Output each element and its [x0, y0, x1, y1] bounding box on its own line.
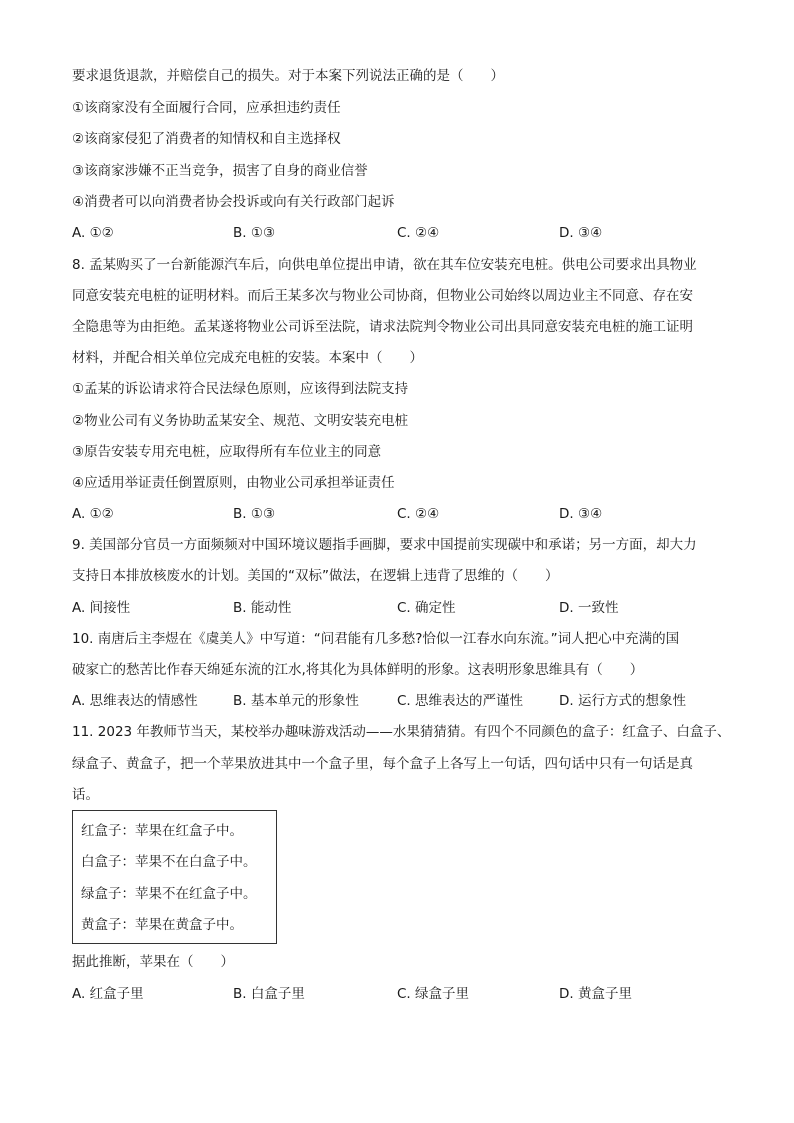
q9-stem-line-1: 9. 美国部分官员一方面频频对中国环境议题指手画脚，要求中国提前实现碳中和承诺；另一方面，却大力 [72, 537, 697, 553]
q10-option-d: D. 运行方式的想象性 [559, 693, 686, 709]
q8-statement-1: ①孟某的诉讼请求符合民法绿色原则，应该得到法院支持 [72, 381, 409, 397]
q8-stem-line-3: 全隐患等为由拒绝。孟某遂将物业公司诉至法院，请求法院判令物业公司出具同意安装充电桩的施工证明 [72, 319, 693, 335]
q7-statement-3: ③该商家涉嫌不正当竞争，损害了自身的商业信誉 [72, 163, 368, 179]
q8-option-c: C. ②④ [397, 506, 440, 522]
q9-options [72, 598, 732, 618]
q11-clue-box [72, 810, 277, 944]
q7-stem-tail: 要求退货退款，并赔偿自己的损失。对于本案下列说法正确的是（ ） [72, 68, 504, 84]
q11-clue-red: 红盒子：苹果在红盒子中。 [81, 823, 243, 839]
q8-option-a: A. ①② [72, 506, 114, 522]
q7-statement-4: ④消费者可以向消费者协会投诉或向有关行政部门起诉 [72, 194, 395, 210]
q7-option-a: A. ①② [72, 225, 114, 241]
q8-statement-3: ③原告安装专用充电桩，应取得所有车位业主的同意 [72, 444, 382, 460]
q8-statement-2: ②物业公司有义务协助孟某安全、规范、文明安装充电桩 [72, 413, 409, 429]
q11-clue-white: 白盒子：苹果不在白盒子中。 [81, 854, 257, 870]
q10-option-b: B. 基本单元的形象性 [233, 693, 359, 709]
q10-option-a: A. 思维表达的情感性 [72, 693, 198, 709]
q9-option-d: D. 一致性 [559, 600, 619, 616]
q8-stem-line-2: 同意安装充电桩的证明材料。而后王某多次与物业公司协商，但物业公司始终以周边业主不同意、存在安 [72, 288, 693, 304]
q9-option-c: C. 确定性 [397, 600, 456, 616]
q11-clue-green: 绿盒子：苹果不在红盒子中。 [81, 886, 257, 902]
q7-option-d: D. ③④ [559, 225, 603, 241]
q11-stem-line-3: 话。 [72, 787, 99, 803]
q11-option-c: C. 绿盒子里 [397, 986, 470, 1002]
q9-option-b: B. 能动性 [233, 600, 292, 616]
q7-statement-1: ①该商家没有全面履行合同，应承担违约责任 [72, 100, 341, 116]
q8-stem-line-4: 材料，并配合相关单位完成充电桩的安装。本案中（ ） [72, 350, 423, 366]
q8-option-b: B. ①③ [233, 506, 276, 522]
q7-options [72, 223, 732, 243]
q11-stem-line-2: 绿盒子、黄盒子，把一个苹果放进其中一个盒子里，每个盒子上各写上一句话，四句话中只有一句话是真 [72, 756, 693, 772]
q11-question: 据此推断，苹果在（ ） [72, 954, 234, 970]
q11-option-b: B. 白盒子里 [233, 986, 305, 1002]
q9-option-a: A. 间接性 [72, 600, 131, 616]
q9-stem-line-2: 支持日本排放核废水的计划。美国的“双标”做法，在逻辑上违背了思维的（ ） [72, 568, 559, 584]
q11-option-d: D. 黄盒子里 [559, 986, 632, 1002]
q8-statement-4: ④应适用举证责任倒置原则，由物业公司承担举证责任 [72, 475, 395, 491]
q8-options [72, 504, 732, 524]
q11-option-a: A. 红盒子里 [72, 986, 144, 1002]
q10-stem-line-1: 10. 南唐后主李煜在《虞美人》中写道：“问君能有几多愁?恰似一江春水向东流。”词人把心中充满的国 [72, 631, 680, 647]
q10-stem-line-2: 破家亡的愁苦比作春天绵延东流的江水,将其化为具体鲜明的形象。这表明形象思维具有（ ） [72, 662, 644, 678]
q7-option-b: B. ①③ [233, 225, 276, 241]
q7-statement-2: ②该商家侵犯了消费者的知情权和自主选择权 [72, 131, 341, 147]
q10-options [72, 691, 732, 711]
q7-option-c: C. ②④ [397, 225, 440, 241]
q11-options [72, 984, 732, 1004]
q11-stem-line-1: 11. 2023 年教师节当天，某校举办趣味游戏活动——水果猜猜猜。有四个不同颜色的盒子：红盒子、白盒子、 [72, 724, 731, 740]
q11-clue-yellow: 黄盒子：苹果在黄盒子中。 [81, 917, 243, 933]
q10-option-c: C. 思维表达的严谨性 [397, 693, 524, 709]
q8-option-d: D. ③④ [559, 506, 603, 522]
q8-stem-line-1: 8. 孟某购买了一台新能源汽车后，向供电单位提出申请，欲在其车位安装充电桩。供电公司要求出具物业 [72, 257, 697, 273]
